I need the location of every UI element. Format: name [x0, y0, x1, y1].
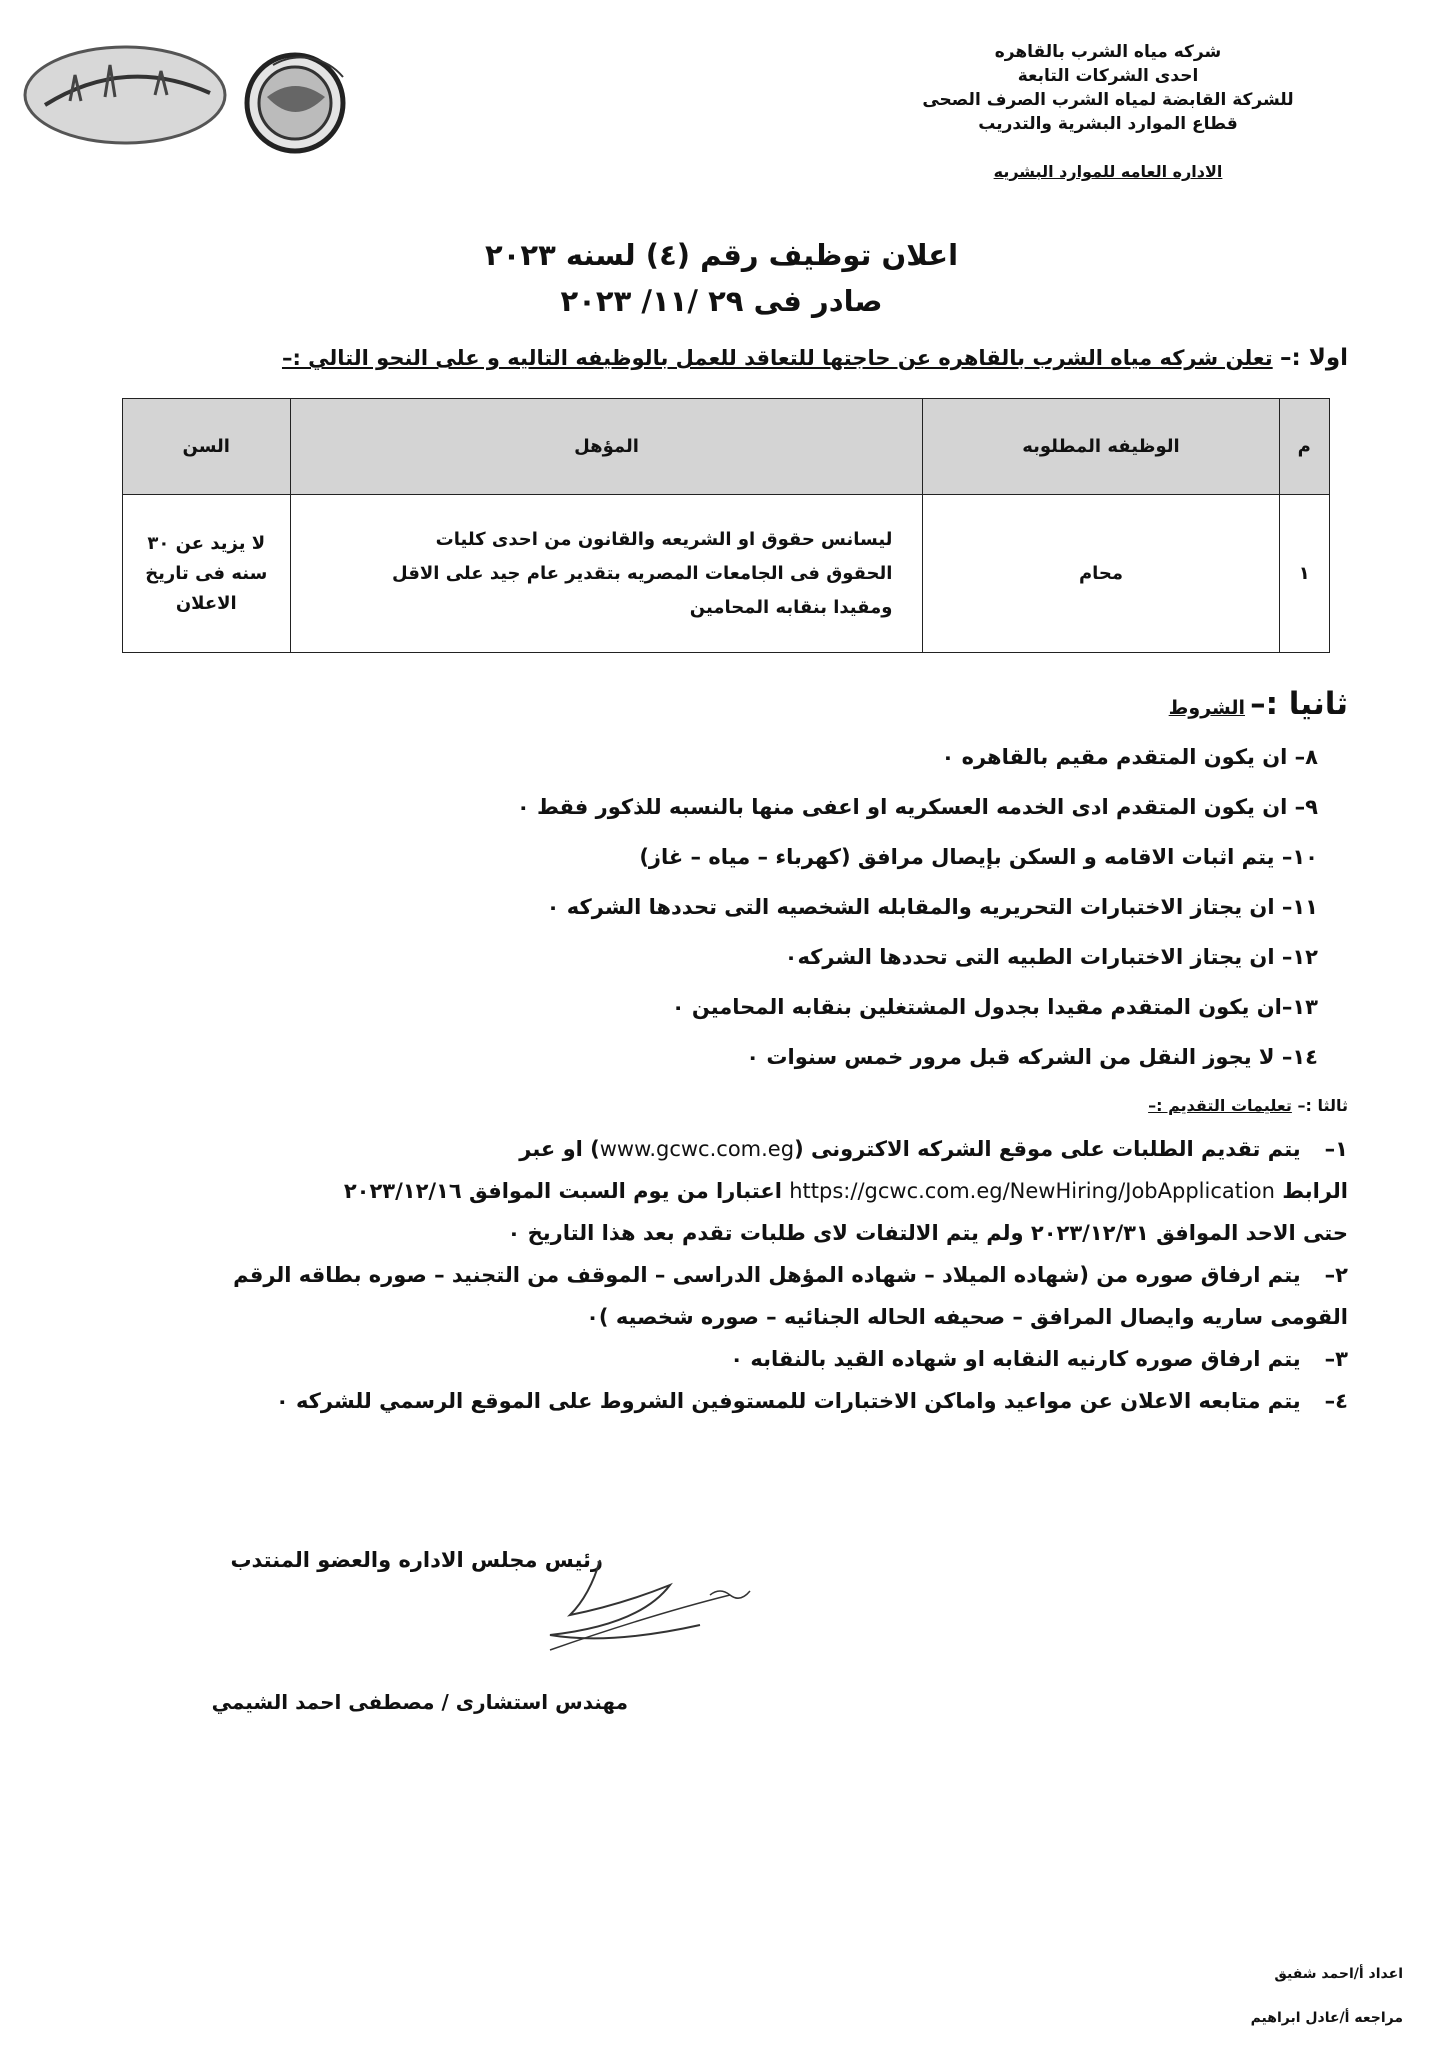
instruction-text: يتم ارفاق صوره من (شهاده الميلاد – شهاده المؤهل الدراسى – الموقف من التجنيد – صوره بطاقه الرقم	[233, 1263, 1301, 1287]
qualification-line: ليسانس حقوق او الشريعه والقانون من احدى كليات	[435, 528, 893, 550]
jobs-table	[122, 398, 1330, 653]
organization-header	[868, 40, 1348, 136]
list-item	[83, 1338, 1348, 1380]
section-2-title: الشروط	[1168, 697, 1245, 719]
cell-qualification	[290, 495, 923, 653]
section-1-text: تعلن شركه مياه الشرب بالقاهره عن حاجتها للتعاقد للعمل بالوظيفه التاليه و على النحو التالي :–	[281, 346, 1273, 370]
list-item: ١٢– ان يجتاز الاختبارات الطبيه التى تحددها الشركه٠	[784, 945, 1318, 969]
list-item: ٩– ان يكون المتقدم ادى الخدمه العسكريه او اعفى منها بالنسبه للذكور فقط ٠	[516, 795, 1318, 819]
list-item: ١٠– يتم اثبات الاقامه و السكن بإيصال مرافق (كهرباء – مياه – غاز)	[639, 845, 1318, 869]
list-item	[83, 1254, 1348, 1338]
instruction-text: اعتبارا من يوم السبت الموافق ٢٠٢٣/١٢/١٦	[343, 1179, 782, 1203]
signatory-title: رئيس مجلس الاداره والعضو المنتدب	[230, 1548, 603, 1572]
instruction-text: يتم متابعه الاعلان عن مواعيد واماكن الاختبارات للمستوفين الشروط على الموقع الرسمي للشركه ٠	[275, 1389, 1301, 1413]
company-logo	[15, 35, 425, 155]
header-job: الوظيفه المطلوبه	[923, 399, 1279, 495]
header-qualification: المؤهل	[290, 399, 923, 495]
section-2-lead: ثانيا :–	[1250, 686, 1348, 722]
section-2-heading	[1169, 686, 1348, 722]
cell-age	[123, 495, 291, 653]
title-line-2: صادر فى ٢٩ /١١/ ٢٠٢٣	[560, 284, 883, 318]
list-item: ١٣–ان يكون المتقدم مقيدا بجدول المشتغلين بنقابه المحامين ٠	[671, 995, 1318, 1019]
list-item: ١١– ان يجتاز الاختبارات التحريريه والمقابله الشخصيه التى تحددها الشركه ٠	[546, 895, 1318, 919]
website-link[interactable]: www.gcwc.com.eg	[599, 1137, 795, 1161]
conditions-list	[158, 732, 1318, 1082]
age-line: الاعلان	[175, 592, 237, 614]
org-line-2: احدى الشركات التابعة	[1017, 66, 1199, 86]
reviewed-by: مراجعه أ/عادل ابراهيم	[1250, 2010, 1403, 2026]
qualification-line: ومقيدا بنقابه المحامين	[689, 596, 893, 618]
section-3-heading	[1148, 1096, 1348, 1115]
instructions-list	[83, 1128, 1348, 1422]
section-1-lead: اولا :–	[1279, 345, 1348, 371]
section-3-lead: ثالثا :–	[1297, 1096, 1348, 1115]
prepared-by: اعداد أ/احمد شفيق	[1274, 1966, 1403, 1982]
item-number: ٣–	[1324, 1347, 1348, 1371]
org-line-3: للشركة القابضة لمياه الشرب الصرف الصحى	[922, 90, 1294, 110]
item-number: ١–	[1324, 1137, 1348, 1161]
instruction-text: يتم ارفاق صوره كارنيه النقابه او شهاده القيد بالنقابه ٠	[730, 1347, 1301, 1371]
title-line-1: اعلان توظيف رقم (٤) لسنه ٢٠٢٣	[484, 238, 959, 272]
signatory-name: مهندس استشارى / مصطفى احمد الشيمي	[211, 1690, 628, 1714]
table-header-row	[123, 399, 1330, 495]
list-item: ١٤– لا يجوز النقل من الشركه قبل مرور خمس سنوات ٠	[746, 1045, 1318, 1069]
cell-num: ١	[1279, 495, 1330, 653]
department-name: الاداره العامه للموارد البشريه	[993, 162, 1223, 181]
header-age: السن	[123, 399, 291, 495]
item-number: ٤–	[1324, 1389, 1348, 1413]
list-item	[83, 1380, 1348, 1422]
age-line: لا يزيد عن ٣٠	[147, 532, 266, 554]
qualification-line: الحقوق فى الجامعات المصريه بتقدير عام جيد على الاقل	[392, 562, 893, 584]
list-item: ٨– ان يكون المتقدم مقيم بالقاهره ٠	[941, 745, 1318, 769]
section-3-title: تعليمات التقديم :–	[1148, 1096, 1292, 1115]
cell-job: محام	[923, 495, 1279, 653]
table-row	[123, 495, 1330, 653]
instruction-text: الرابط	[1282, 1179, 1348, 1203]
instruction-text: ) او عبر	[519, 1137, 600, 1161]
instruction-text: القومى ساريه وايصال المرافق – صحيفه الحاله الجنائيه – صوره شخصيه )٠	[586, 1305, 1348, 1329]
instruction-text: حتى الاحد الموافق ٢٠٢٣/١٢/٣١ ولم يتم الالتفات لاى طلبات تقدم بعد هذا التاريخ ٠	[507, 1221, 1348, 1245]
item-number: ٢–	[1324, 1263, 1348, 1287]
org-line-4: قطاع الموارد البشرية والتدريب	[978, 114, 1238, 134]
instruction-text: يتم تقديم الطلبات على موقع الشركه الاكترونى (	[794, 1137, 1301, 1161]
age-line: سنه فى تاريخ	[145, 562, 268, 584]
announcement-title	[0, 232, 1443, 324]
application-link[interactable]: https://gcwc.com.eg/NewHiring/JobApplication	[789, 1179, 1275, 1203]
handwritten-signature	[530, 1555, 770, 1665]
section-1-intro	[108, 345, 1348, 371]
header-num: م	[1279, 399, 1330, 495]
org-line-1: شركه مياه الشرب بالقاهره	[994, 42, 1222, 62]
list-item	[83, 1128, 1348, 1254]
